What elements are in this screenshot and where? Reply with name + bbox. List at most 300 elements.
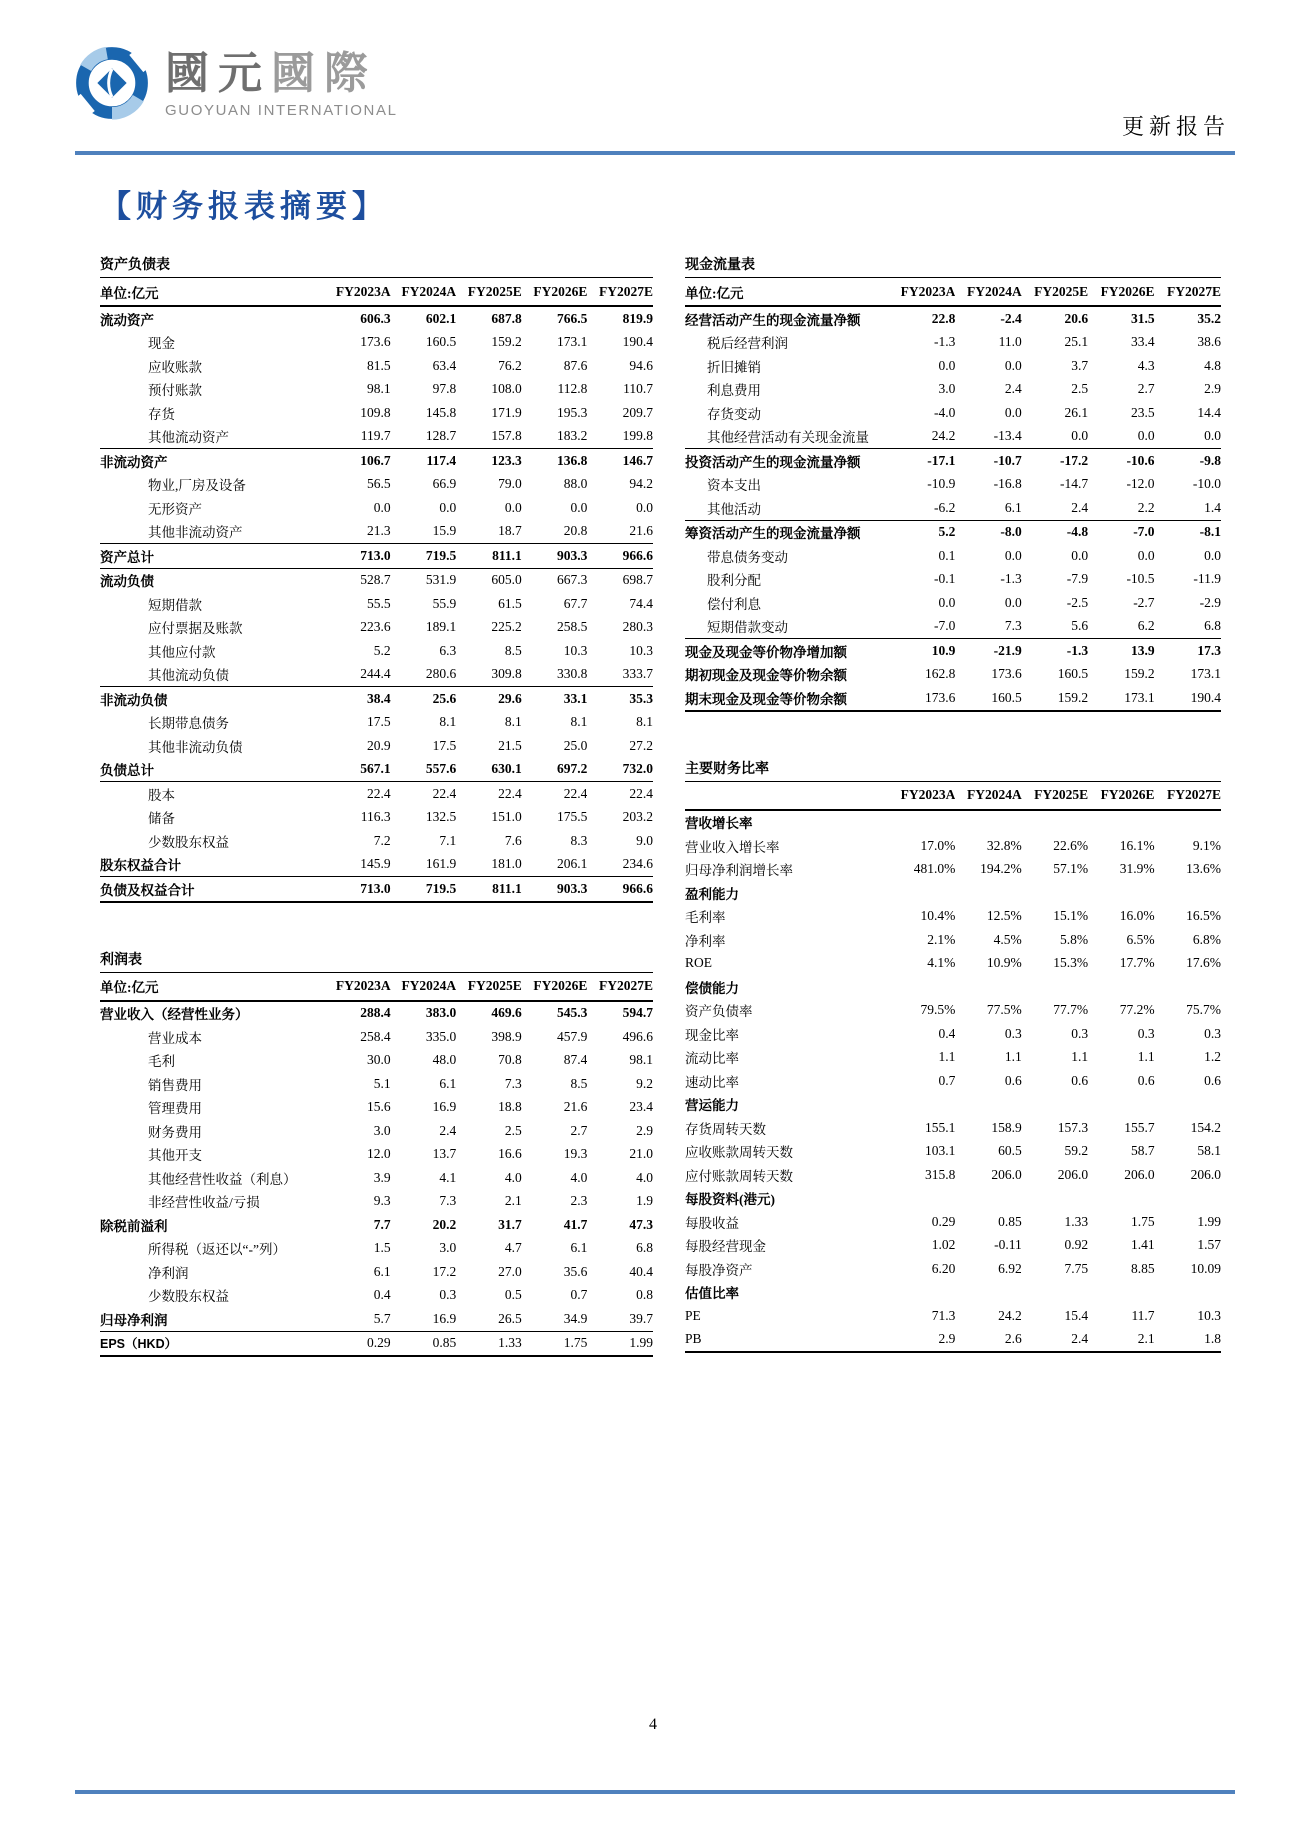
cell-value: 0.0 — [1022, 425, 1088, 449]
cell-value: 24.2 — [889, 425, 955, 449]
cell-value: 98.1 — [366, 381, 391, 397]
table-row — [100, 1260, 653, 1284]
cell-value: 602.1 — [425, 310, 457, 326]
cell-value — [889, 1187, 955, 1211]
cell-value: 244.4 — [325, 663, 391, 687]
cell-value: 27.2 — [629, 737, 653, 753]
fiscal-year-header: FY2025E — [456, 278, 522, 306]
cash-flow-section — [685, 254, 1221, 712]
row-label: 现金及现金等价物净增加额 — [685, 644, 847, 660]
row-label: 盈利能力 — [685, 886, 739, 902]
row-label: 毛利 — [148, 1054, 175, 1070]
cell-value: 545.3 — [557, 1005, 588, 1021]
cell-value: 159.2 — [1022, 686, 1088, 711]
cell-value: 9.3 — [373, 1193, 391, 1209]
cell-value: 25.1 — [1064, 334, 1089, 350]
row-label: 物业,厂房及设备 — [148, 478, 246, 494]
cell-value: -4.0 — [934, 404, 956, 420]
cell-value: 5.8% — [1060, 931, 1089, 947]
table-row — [685, 378, 1221, 402]
cell-value: 12.5% — [986, 908, 1022, 924]
cell-value: 77.7% — [1053, 1002, 1089, 1018]
row-label: 其他经营活动有关现金流量 — [685, 425, 889, 449]
cell-value: 0.0 — [938, 594, 956, 610]
cell-value: 6.8 — [1155, 615, 1221, 639]
cell-value: 22.4 — [563, 785, 588, 801]
row-label: PB — [685, 1328, 889, 1353]
cell-value: 38.4 — [366, 690, 391, 706]
table-row — [685, 1304, 1221, 1328]
page-title: 【财务报表摘要】 — [100, 189, 388, 224]
unit-label: 单位:亿元 — [100, 278, 325, 306]
cell-value: 2.4 — [1022, 1328, 1088, 1353]
cell-value: 117.4 — [426, 452, 457, 468]
row-label: 其他开支 — [148, 1148, 202, 1164]
table-row — [100, 1119, 653, 1143]
cash-flow-table — [685, 278, 1221, 712]
cell-value: 87.6 — [563, 357, 588, 373]
row-label: 每股经营现金 — [685, 1239, 766, 1255]
cell-value: 206.0 — [1190, 1166, 1221, 1182]
cell-value: 206.0 — [1124, 1166, 1155, 1182]
row-label: 其他经营性收益（利息） — [148, 1171, 297, 1187]
row-label: 现金比率 — [685, 1027, 739, 1043]
cell-value: 811.1 — [456, 544, 522, 569]
cell-value: 5.1 — [373, 1075, 391, 1091]
cell-value: 7.3 — [504, 1075, 522, 1091]
brand-name-english: GUOYUAN INTERNATIONAL — [165, 102, 398, 120]
cell-value: 109.8 — [360, 404, 391, 420]
row-label: 存货周转天数 — [685, 1121, 766, 1137]
cell-value: -12.0 — [1126, 476, 1155, 492]
cell-value: 20.2 — [432, 1216, 457, 1232]
cell-value: 0.0 — [504, 499, 522, 515]
row-label: 归母净利润增长率 — [685, 863, 793, 879]
cell-value — [1022, 975, 1088, 999]
cell-value: 77.5% — [986, 1002, 1022, 1018]
cell-value: 206.0 — [1057, 1166, 1089, 1182]
cell-value — [1022, 1093, 1088, 1117]
cell-value: 175.5 — [557, 809, 588, 825]
cell-value: 4.1 — [439, 1169, 457, 1185]
cell-value: 2.7 — [1137, 381, 1155, 397]
cell-value: 173.1 — [557, 334, 588, 350]
cell-value — [1022, 1187, 1088, 1211]
cell-value — [889, 881, 955, 905]
cell-value: 280.6 — [391, 663, 457, 687]
cell-value: -10.6 — [1126, 452, 1155, 468]
left-column — [100, 254, 653, 1357]
cell-value: 4.7 — [504, 1240, 522, 1256]
financial-summary — [100, 254, 1306, 1357]
cell-value: 8.5 — [504, 642, 522, 658]
cell-value — [1155, 1187, 1221, 1211]
cell-value: 3.0 — [439, 1240, 457, 1256]
cell-value: 4.5% — [993, 931, 1022, 947]
cell-value: 48.0 — [432, 1052, 457, 1068]
cell-value: -2.7 — [1133, 594, 1155, 610]
cell-value: 0.0 — [1088, 425, 1154, 449]
cell-value: 94.6 — [629, 357, 653, 373]
cell-value: 20.9 — [366, 737, 391, 753]
row-label: 管理费用 — [148, 1101, 202, 1117]
cell-value: 8.1 — [570, 714, 588, 730]
cell-value: 4.0 — [570, 1169, 588, 1185]
cell-value: 966.6 — [587, 544, 653, 569]
cell-value: 39.7 — [587, 1307, 653, 1331]
cell-value: 2.4 — [1004, 381, 1022, 397]
cell-value: 9.1% — [1192, 837, 1221, 853]
cell-value: 0.29 — [325, 1331, 391, 1356]
cell-value: 0.85 — [391, 1331, 457, 1356]
cell-value: 97.8 — [432, 381, 457, 397]
table-row — [685, 591, 1221, 615]
cell-value — [955, 1093, 1021, 1117]
row-label: 速动比率 — [685, 1074, 739, 1090]
ratios-section — [685, 758, 1221, 1354]
cell-value: 1.1 — [1137, 1049, 1155, 1065]
cell-value: -17.1 — [927, 452, 956, 468]
row-label: 流动比率 — [685, 1051, 739, 1067]
cell-value: 7.6 — [504, 832, 522, 848]
row-label: 其他流动资产 — [100, 425, 325, 449]
row-label: 营运能力 — [685, 1098, 739, 1114]
cell-value: 4.0 — [504, 1169, 522, 1185]
row-label: 其他应付款 — [148, 644, 216, 660]
cell-value: 0.0 — [938, 357, 956, 373]
cell-value: 557.6 — [391, 758, 457, 782]
row-label: 长期带息债务 — [148, 716, 229, 732]
cell-value — [1088, 975, 1154, 999]
table-row — [685, 1187, 1221, 1211]
table-row — [100, 1284, 653, 1308]
row-label: 营业收入增长率 — [685, 839, 780, 855]
cell-value: 0.3 — [1004, 1025, 1022, 1041]
row-label: 股利分配 — [707, 573, 761, 589]
table-row — [685, 810, 1221, 835]
cell-value: 4.3 — [1137, 357, 1155, 373]
balance-sheet-section — [100, 254, 653, 903]
row-label: 短期借款 — [148, 597, 202, 613]
cell-value: 6.2 — [1088, 615, 1154, 639]
income-statement-section — [100, 949, 653, 1358]
cell-value: 13.6% — [1186, 861, 1221, 877]
table-row — [685, 1328, 1221, 1353]
cell-value: 2.3 — [570, 1193, 588, 1209]
cell-value: 25.0 — [563, 737, 588, 753]
cell-value: 0.6 — [1137, 1072, 1155, 1088]
cell-value: 173.6 — [360, 334, 391, 350]
row-label: 净利润 — [148, 1265, 189, 1281]
cell-value — [1155, 881, 1221, 905]
column-header-row — [100, 973, 653, 1001]
cell-value: 161.9 — [391, 853, 457, 877]
cell-value: 57.1% — [1053, 861, 1089, 877]
row-label: ROE — [685, 955, 712, 971]
cell-value: 6.20 — [931, 1260, 956, 1276]
cell-value: 383.0 — [425, 1005, 457, 1021]
cell-value: 59.2 — [1064, 1143, 1089, 1159]
row-label: 带息债务变动 — [707, 549, 788, 565]
cell-value: 1.41 — [1130, 1237, 1155, 1253]
cell-value: 0.8 — [636, 1287, 653, 1303]
cell-value — [1155, 1281, 1221, 1305]
fiscal-year-header: FY2025E — [1022, 782, 1088, 810]
report-type-label: 更新报告 — [1121, 114, 1230, 139]
cell-value: 13.7 — [432, 1146, 457, 1162]
row-label: 每股净资产 — [685, 1262, 753, 1278]
footer-divider-rule — [75, 1790, 1235, 1794]
cell-value — [889, 975, 955, 999]
ratios-table — [685, 782, 1221, 1354]
table-title: 利润表 — [100, 949, 653, 973]
row-label: 存货 — [148, 406, 175, 422]
cell-value: -10.7 — [993, 452, 1022, 468]
cell-value: 335.0 — [425, 1028, 457, 1044]
cell-value: -8.1 — [1199, 524, 1221, 540]
row-label: 投资活动产生的现金流量净额 — [685, 454, 861, 470]
cell-value: 21.3 — [325, 520, 391, 544]
cell-value: 7.7 — [373, 1216, 391, 1232]
cell-value — [1088, 810, 1154, 835]
cell-value: 0.29 — [931, 1213, 956, 1229]
cell-value: 40.4 — [629, 1263, 653, 1279]
table-row — [685, 834, 1221, 858]
table-row — [685, 905, 1221, 929]
cell-value: 6.8 — [636, 1240, 653, 1256]
row-label: 非流动负债 — [100, 692, 168, 708]
cell-value: -10.5 — [1126, 571, 1155, 587]
row-label: 筹资活动产生的现金流量净额 — [685, 526, 861, 542]
table-row — [100, 1331, 653, 1356]
cell-value: 288.4 — [360, 1005, 391, 1021]
cell-value: 79.5% — [920, 1002, 956, 1018]
cell-value: 16.0% — [1119, 908, 1155, 924]
table-row — [100, 520, 653, 544]
table-row — [685, 496, 1221, 520]
row-label: 应收账款周转天数 — [685, 1145, 793, 1161]
cell-value: 190.4 — [1155, 686, 1221, 711]
cell-value: 17.5 — [366, 714, 391, 730]
cell-value: 41.7 — [563, 1216, 588, 1232]
cell-value: 16.9 — [432, 1099, 457, 1115]
cell-value: 21.5 — [498, 737, 522, 753]
row-label: 应收账款 — [148, 359, 202, 375]
cell-value: 6.1 — [373, 1263, 391, 1279]
cell-value: 173.6 — [889, 686, 955, 711]
table-row — [100, 496, 653, 520]
cell-value: 315.8 — [925, 1166, 956, 1182]
fiscal-year-header: FY2025E — [1022, 278, 1088, 306]
cell-value: 9.0 — [636, 832, 653, 848]
cell-value: 1.02 — [931, 1237, 956, 1253]
cell-value: 112.8 — [557, 381, 588, 397]
table-row — [685, 1046, 1221, 1070]
cell-value: 155.1 — [925, 1119, 956, 1135]
cell-value: 528.7 — [360, 572, 391, 588]
row-label: 应付账款周转天数 — [685, 1168, 793, 1184]
cell-value: 1.33 — [1064, 1213, 1089, 1229]
table-row — [100, 806, 653, 830]
fiscal-year-header: FY2027E — [587, 278, 653, 306]
cell-value: 157.3 — [1057, 1119, 1089, 1135]
cell-value: 194.2% — [980, 861, 1022, 877]
row-label: 归母净利润 — [100, 1307, 325, 1331]
cell-value: -7.9 — [1066, 571, 1089, 587]
cell-value: 173.6 — [991, 666, 1022, 682]
table-row — [100, 1096, 653, 1120]
table-row — [100, 378, 653, 402]
cell-value — [1155, 810, 1221, 835]
table-row — [685, 1022, 1221, 1046]
cell-value: 146.7 — [622, 452, 653, 468]
table-row — [100, 592, 653, 616]
cell-value: 903.3 — [522, 877, 588, 902]
row-label: 其他非流动负债 — [148, 739, 243, 755]
cell-value: 1.1 — [938, 1049, 956, 1065]
unit-label — [685, 782, 889, 810]
cell-value: 81.5 — [366, 357, 391, 373]
cell-value: 16.5% — [1186, 908, 1221, 924]
cell-value: 713.0 — [325, 544, 391, 569]
cell-value: 0.3 — [1071, 1025, 1089, 1041]
table-row — [100, 734, 653, 758]
cell-value: 531.9 — [425, 572, 457, 588]
row-label: 销售费用 — [148, 1077, 202, 1093]
cell-value: 75.7% — [1186, 1002, 1221, 1018]
row-label: 财务费用 — [148, 1124, 202, 1140]
cell-value: 7.75 — [1064, 1260, 1089, 1276]
cell-value: 481.0% — [913, 861, 956, 877]
cell-value: 6.1 — [439, 1075, 457, 1091]
row-label: 折旧摊销 — [707, 359, 761, 375]
right-column — [685, 254, 1221, 1357]
row-label: 负债总计 — [100, 758, 325, 782]
cell-value: 3.7 — [1071, 357, 1089, 373]
unit-label: 单位:亿元 — [100, 973, 325, 1001]
table-title: 现金流量表 — [685, 254, 1221, 278]
cell-value: 2.2 — [1088, 496, 1154, 520]
table-row — [685, 975, 1221, 999]
cell-value: 2.7 — [570, 1122, 588, 1138]
cell-value: 3.0 — [938, 381, 956, 397]
cell-value: -10.9 — [927, 476, 956, 492]
table-row — [100, 1049, 653, 1073]
cell-value: 151.0 — [491, 809, 522, 825]
cell-value: 195.3 — [557, 404, 588, 420]
cell-value: 61.5 — [498, 595, 522, 611]
fiscal-year-header: FY2026E — [522, 973, 588, 1001]
cell-value: 60.5 — [998, 1143, 1022, 1159]
cell-value: 10.9% — [986, 955, 1022, 971]
cell-value: 23.5 — [1130, 404, 1155, 420]
cell-value — [1088, 1281, 1154, 1305]
table-row — [100, 782, 653, 806]
cell-value: -4.8 — [1066, 524, 1089, 540]
fiscal-year-header: FY2023A — [325, 973, 391, 1001]
row-label: 非经营性收益/亏损 — [148, 1195, 260, 1211]
table-row — [685, 1140, 1221, 1164]
cell-value: 18.7 — [456, 520, 522, 544]
cell-value: 30.0 — [366, 1052, 391, 1068]
table-row — [100, 306, 653, 331]
table-row — [685, 952, 1221, 976]
cell-value: 77.2% — [1119, 1002, 1155, 1018]
cell-value: 15.1% — [1053, 908, 1089, 924]
cell-value: 0.4 — [938, 1025, 956, 1041]
cell-value: -7.0 — [889, 615, 955, 639]
cell-value — [1022, 1281, 1088, 1305]
cell-value: 6.92 — [998, 1260, 1022, 1276]
cell-value: 162.8 — [925, 666, 956, 682]
cell-value: -2.4 — [1000, 310, 1022, 326]
cell-value: 0.0 — [439, 499, 457, 515]
cell-value: -14.7 — [1060, 476, 1089, 492]
cell-value: 12.0 — [366, 1146, 391, 1162]
table-row — [685, 686, 1221, 711]
table-row — [685, 663, 1221, 687]
cell-value: 330.8 — [522, 663, 588, 687]
cell-value: 0.6 — [1204, 1072, 1221, 1088]
cell-value: 1.75 — [1130, 1213, 1155, 1229]
cell-value: 13.9 — [1130, 642, 1155, 658]
cell-value: 1.33 — [456, 1331, 522, 1356]
cell-value: 79.0 — [498, 476, 522, 492]
table-row — [100, 425, 653, 449]
cell-value: 6.3 — [439, 642, 457, 658]
row-label: 现金 — [148, 336, 175, 352]
cell-value: 35.2 — [1197, 310, 1221, 326]
cell-value: 5.2 — [373, 642, 391, 658]
table-row — [100, 568, 653, 592]
unit-label: 单位:亿元 — [685, 278, 889, 306]
cell-value: 38.6 — [1197, 334, 1221, 350]
row-label: 偿债能力 — [685, 980, 739, 996]
cell-value: 4.1% — [927, 955, 956, 971]
cell-value: 16.1% — [1119, 837, 1155, 853]
table-row — [100, 616, 653, 640]
cell-value: 223.6 — [360, 619, 391, 635]
fiscal-year-header: FY2026E — [1088, 278, 1154, 306]
cell-value: 35.3 — [629, 690, 653, 706]
table-row — [100, 1213, 653, 1237]
cell-value: 11.0 — [998, 334, 1022, 350]
cell-value: 2.4 — [439, 1122, 457, 1138]
cell-value: 258.5 — [557, 619, 588, 635]
cell-value: 667.3 — [557, 572, 588, 588]
cell-value: 0.0 — [1004, 404, 1022, 420]
cell-value: 56.5 — [366, 476, 391, 492]
table-row — [685, 401, 1221, 425]
cell-value: 209.7 — [622, 404, 653, 420]
cell-value: 47.3 — [629, 1216, 653, 1232]
cell-value — [889, 1093, 955, 1117]
fiscal-year-header: FY2024A — [391, 973, 457, 1001]
cell-value: 10.3 — [629, 642, 653, 658]
cell-value: 103.1 — [925, 1143, 956, 1159]
cell-value: 0.7 — [938, 1072, 956, 1088]
row-label: 营业收入（经营性业务） — [100, 1007, 249, 1023]
cell-value: -0.1 — [934, 571, 956, 587]
cell-value: 160.5 — [1057, 666, 1089, 682]
cell-value: 605.0 — [491, 572, 522, 588]
cell-value: -1.3 — [1000, 571, 1022, 587]
table-row — [100, 1190, 653, 1214]
cell-value: 0.0 — [1004, 547, 1022, 563]
cell-value — [955, 975, 1021, 999]
cell-value: 203.2 — [622, 809, 653, 825]
cell-value: 15.4 — [1064, 1307, 1089, 1323]
